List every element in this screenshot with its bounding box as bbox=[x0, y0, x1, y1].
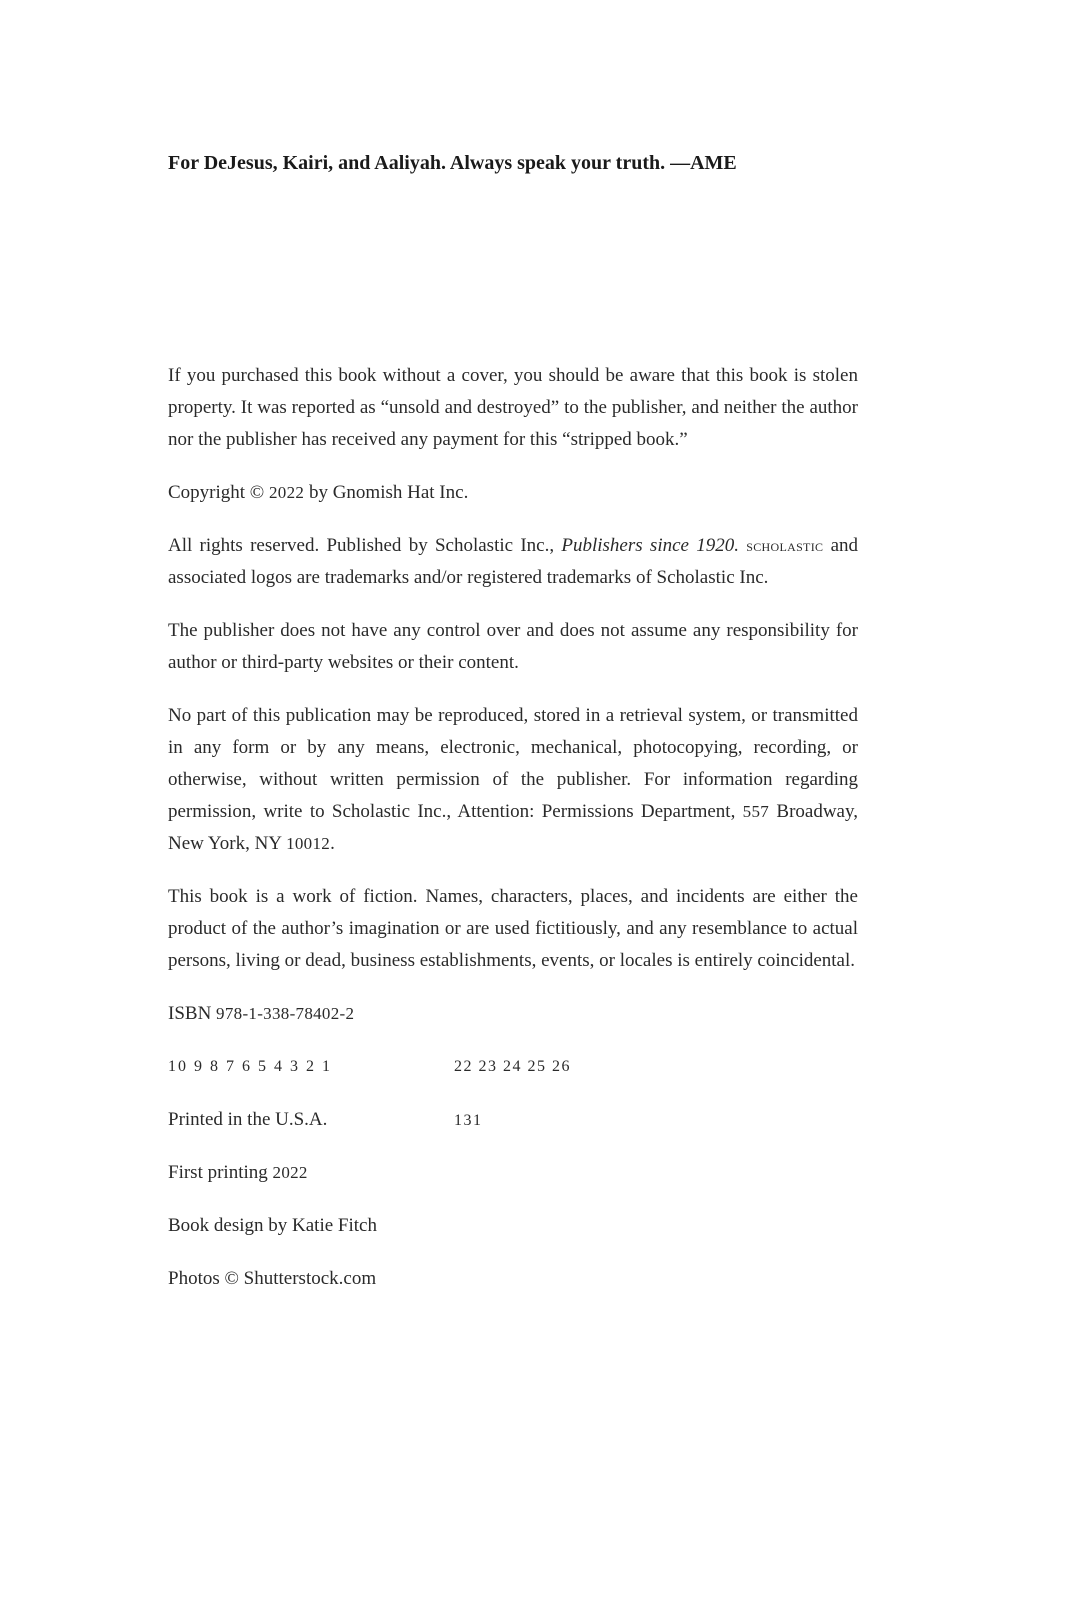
reproduction-end: . bbox=[330, 833, 335, 854]
address-number: 557 bbox=[742, 802, 770, 821]
copyright-year: 2022 bbox=[269, 483, 305, 502]
copyright-prefix: Copyright © bbox=[168, 482, 269, 503]
year-line: 22 23 24 25 26 bbox=[454, 1058, 571, 1075]
copyright-suffix: by Gnomish Hat Inc. bbox=[304, 482, 469, 503]
isbn-line bbox=[168, 998, 858, 1030]
address-rest: Broadway, New York, NY bbox=[168, 801, 859, 854]
stripped-book-notice: If you purchased this book without a cover, you should be aware that this book is stolen property. It was reported as “unsold and destroyed” to the publisher, and neither the author nor the publisher has received any payment for this “stripped book.” bbox=[168, 365, 858, 450]
rights-part-1: All rights reserved. Published by Scholastic Inc., bbox=[168, 535, 562, 556]
printed-in-row bbox=[168, 1104, 858, 1136]
printer-code: 131 bbox=[454, 1112, 483, 1129]
fiction-notice: This book is a work of fiction. Names, characters, places, and incidents are either the product of the author’s imagination or are used fictitiously, and any resemblance to actual persons, living or dead, business establishments, events, or locales is entirely coincidental. bbox=[168, 886, 858, 971]
printed-in: Printed in the U.S.A. bbox=[168, 1109, 328, 1130]
reproduction-text: No part of this publication may be reproduced, stored in a retrieval system, or transmitted in any form or by any means, electronic, mechanical, photocopying, recording, or otherwise, without written permission of the publisher. For information regarding permission, write to Scholastic Inc., Attention: Permissions Department, bbox=[168, 705, 858, 822]
publisher-disclaimer: The publisher does not have any control over and does not assume any responsibility for author or third-party websites or their content. bbox=[168, 620, 858, 673]
publisher-tagline: Publishers since 1920. bbox=[561, 535, 739, 556]
legal-text-block bbox=[168, 360, 858, 1316]
first-printing-label: First printing bbox=[168, 1162, 273, 1183]
first-printing bbox=[168, 1157, 858, 1189]
isbn-number: 978-1-338-78402-2 bbox=[216, 1004, 355, 1023]
dedication: For DeJesus, Kairi, and Aaliyah. Always speak your truth. —AME bbox=[168, 152, 737, 174]
print-line-row bbox=[168, 1051, 858, 1083]
first-printing-year: 2022 bbox=[272, 1163, 308, 1182]
reproduction-notice bbox=[168, 700, 858, 860]
design-credit: Book design by Katie Fitch bbox=[168, 1215, 377, 1236]
isbn-label: ISBN bbox=[168, 1003, 217, 1024]
scholastic-brand: scholastic bbox=[746, 536, 824, 555]
rights-part-2: and associated logos are trademarks and/or registered trademarks of Scholastic Inc. bbox=[168, 535, 859, 588]
print-line: 10 9 8 7 6 5 4 3 2 1 bbox=[168, 1058, 332, 1075]
zip-code: 10012 bbox=[286, 834, 331, 853]
photo-credit: Photos © Shutterstock.com bbox=[168, 1268, 377, 1289]
copyright-line bbox=[168, 477, 858, 509]
rights-statement bbox=[168, 530, 858, 594]
